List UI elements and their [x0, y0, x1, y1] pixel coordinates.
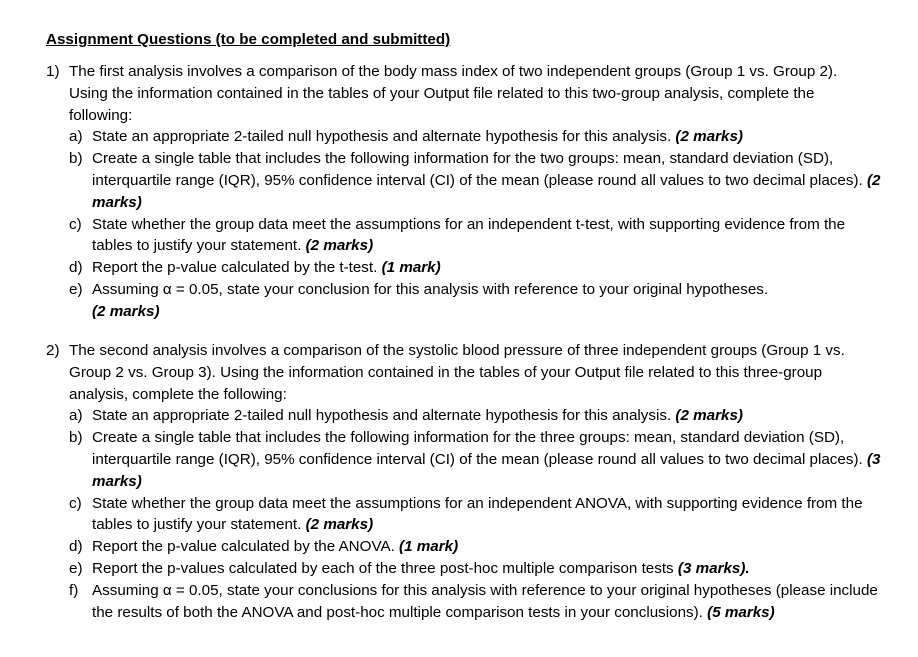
- part-text: Assuming α = 0.05, state your conclusions for this analysis with reference to your original hypotheses (please include the results of both the ANOVA and post-hoc multiple comparison tests in your conclusions).: [92, 581, 878, 621]
- question-parts: [46, 126, 886, 322]
- part-letter: a): [69, 128, 83, 146]
- part-marks: (2 marks): [92, 171, 881, 211]
- part-marks: (2 marks): [675, 407, 743, 425]
- part-letter: a): [69, 407, 83, 425]
- part-letter: d): [69, 538, 83, 556]
- part-text: Assuming α = 0.05, state your conclusion for this analysis with reference to your original hypotheses.: [92, 280, 769, 298]
- question-part-a: [69, 126, 886, 148]
- part-letter: b): [69, 150, 83, 168]
- part-marks: (2 marks): [305, 516, 374, 534]
- part-marks: (3 marks).: [677, 559, 750, 577]
- question-part-d: [69, 257, 886, 279]
- question-intro: The second analysis involves a comparison of the systolic blood pressure of three independent groups (Group 1 vs. Group 2 vs. Group 3). Using the information contained in the tables of your Output file related to this three-group analysis, complete the following:: [69, 342, 845, 403]
- question-part-f: [69, 580, 886, 624]
- part-text: Report the p-values calculated by each of the three post-hoc multiple comparison tests: [92, 559, 674, 577]
- question-part-d: [69, 536, 886, 558]
- question-1: [46, 61, 886, 323]
- question-part-b: [69, 427, 886, 492]
- part-letter: f): [69, 581, 79, 599]
- part-marks: (2 marks): [305, 237, 374, 255]
- part-marks: (3 marks): [92, 450, 881, 490]
- question-part-e: [69, 558, 886, 580]
- question-part-c: [69, 493, 886, 537]
- part-marks: (1 mark): [381, 259, 441, 277]
- part-text: State whether the group data meet the assumptions for an independent t-test, with supporting evidence from the tables to justify your statement.: [92, 215, 846, 255]
- part-letter: c): [69, 494, 82, 512]
- question-part-e: [69, 279, 886, 323]
- part-marks: (2 marks): [92, 302, 160, 320]
- question-part-c: [69, 214, 886, 258]
- part-marks: (2 marks): [675, 128, 743, 146]
- part-marks: (1 mark): [399, 538, 459, 556]
- part-letter: e): [69, 559, 83, 577]
- part-text: Report the p-value calculated by the t-test.: [92, 259, 378, 277]
- part-text: Report the p-value calculated by the ANOVA.: [92, 538, 395, 556]
- question-parts: [46, 405, 886, 623]
- part-letter: e): [69, 280, 83, 298]
- question-part-b: [69, 148, 886, 213]
- part-text: State an appropriate 2-tailed null hypothesis and alternate hypothesis for this analysis.: [92, 407, 672, 425]
- question-intro: The first analysis involves a comparison of the body mass index of two independent groups (Group 1 vs. Group 2). Using the information contained in the tables of your Output file related to this two-group analysis, complete the following:: [69, 63, 838, 124]
- question-number: 1): [46, 63, 60, 80]
- assignment-heading: Assignment Questions (to be completed and submitted): [46, 31, 451, 48]
- question-2: [46, 340, 886, 623]
- question-number: 2): [46, 342, 60, 359]
- part-letter: d): [69, 259, 83, 277]
- part-text: Create a single table that includes the following information for the three groups: mean, standard deviation (SD), interquartile range (IQR), 95% confidence interval (CI) of the mean (please round all values to two decimal places).: [92, 429, 863, 468]
- part-letter: b): [69, 429, 83, 447]
- part-letter: c): [69, 215, 82, 233]
- part-text: Create a single table that includes the following information for the two groups: mean, standard deviation (SD), interquartile range (IQR), 95% confidence interval (CI) of the mean (please round all values to two decimal places).: [92, 150, 863, 189]
- part-text: State an appropriate 2-tailed null hypothesis and alternate hypothesis for this analysis.: [92, 128, 672, 146]
- question-part-a: [69, 405, 886, 427]
- part-text: State whether the group data meet the assumptions for an independent ANOVA, with supporting evidence from the tables to justify your statement.: [92, 494, 863, 534]
- part-marks: (5 marks): [707, 603, 775, 621]
